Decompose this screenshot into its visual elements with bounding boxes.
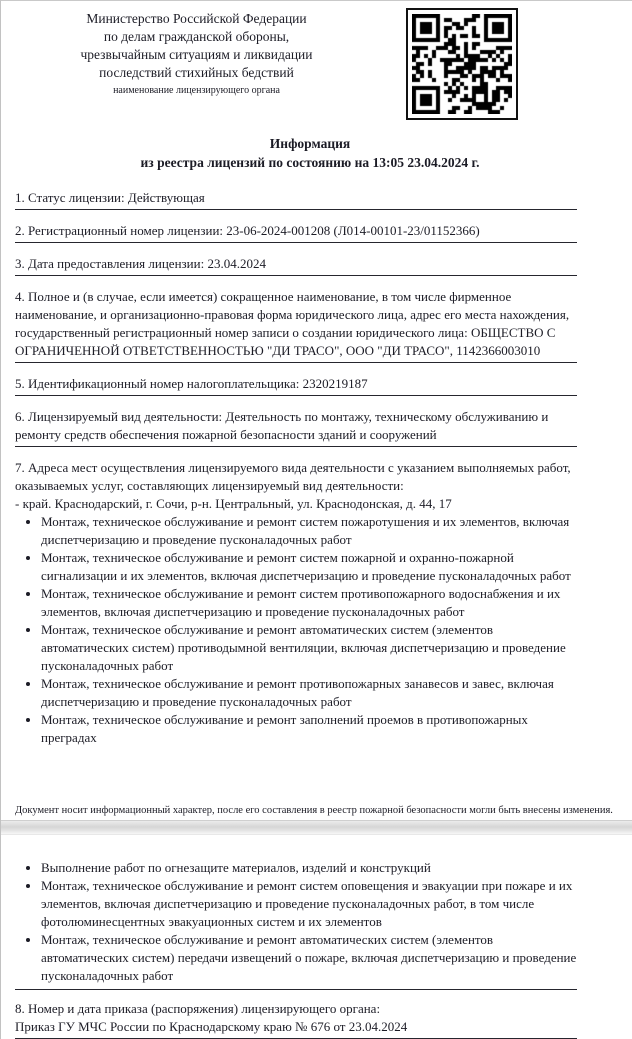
licensing-authority-block bbox=[29, 10, 364, 97]
order-value: Приказ ГУ МЧС России по Краснодарскому краю № 676 от 23.04.2024 bbox=[15, 1019, 408, 1034]
field-activity-addresses bbox=[15, 459, 577, 749]
addresses-intro: 7. Адреса мест осуществления лицензируемого вида деятельности с указанием выполняемых работ, оказываемых услуг, составляющих лицензируемый вид деятельности: bbox=[15, 460, 571, 493]
order-label: 8. Номер и дата приказа (распоряжения) лицензирующего органа: bbox=[15, 1001, 381, 1016]
works-list-continued-block bbox=[15, 859, 577, 990]
page1-content bbox=[15, 189, 577, 749]
works-list-continued bbox=[15, 859, 577, 985]
page2-content bbox=[15, 859, 577, 1039]
title-line-1: Информация bbox=[269, 136, 351, 151]
field-legal-name: 4. Полное и (в случае, если имеется) сокращенное наименование, в том числе фирменное наименование, и организационно-правовая форма юридического лица, адрес его места нахождения, государственный регистрационный номер записи о создании юридического лица: ОБЩЕСТВО С ОГРАНИЧЕННОЙ ОТВЕТСТВЕННОСТЬЮ "ДИ ТРАСО", ООО "ДИ ТРАСО", 1142366003010 bbox=[15, 288, 577, 363]
authority-name-line: последствий стихийных бедствий bbox=[99, 65, 294, 80]
work-list-item: • Монтаж, техническое обслуживание и ремонт заполнений проемов в противопожарных преградах bbox=[41, 711, 577, 747]
authority-name-line: по делам гражданской обороны, bbox=[103, 29, 290, 44]
work-list-item: • Монтаж, техническое обслуживание и ремонт автоматических систем (элементов автоматических систем) противодымной вентиляции, включая диспетчеризацию и проведение пусконаладочных работ bbox=[41, 621, 577, 675]
page-break-divider bbox=[1, 820, 632, 835]
work-list-item: • Выполнение работ по огнезащите материалов, изделий и конструкций bbox=[41, 859, 577, 877]
field-registration-number: 2. Регистрационный номер лицензии: 23-06-2024-001208 (Л014-00101-23/01152366) bbox=[15, 222, 577, 243]
authority-name-line: Министерство Российской Федерации bbox=[86, 11, 307, 26]
informational-footnote: Документ носит информационный характер, после его составления в реестр пожарной безопасности могли быть внесены изменения. bbox=[15, 805, 613, 816]
page-title bbox=[25, 134, 595, 172]
field-activity-type: 6. Лицензируемый вид деятельности: Деятельность по монтажу, техническому обслуживанию и ремонту средств обеспечения пожарной безопасности зданий и сооружений bbox=[15, 408, 577, 447]
qr-code-icon bbox=[406, 8, 518, 120]
authority-name-line: чрезвычайным ситуациям и ликвидации bbox=[80, 47, 313, 62]
field-taxpayer-number: 5. Идентификационный номер налогоплательщика: 2320219187 bbox=[15, 375, 577, 396]
field-license-status: 1. Статус лицензии: Действующая bbox=[15, 189, 577, 210]
authority-caption: наименование лицензирующего органа bbox=[113, 85, 280, 96]
address-line: - край. Краснодарский, г. Сочи, р-н. Центральный, ул. Краснодонская, д. 44, 17 bbox=[15, 496, 452, 511]
field-order-number bbox=[15, 1000, 577, 1039]
work-list-item: • Монтаж, техническое обслуживание и ремонт противопожарных занавесов и завес, включая диспетчеризацию и проведение пусконаладочных работ bbox=[41, 675, 577, 711]
works-list bbox=[15, 513, 577, 747]
work-list-item: • Монтаж, техническое обслуживание и ремонт систем пожаротушения и их элементов, включая диспетчеризацию и проведение пусконаладочных работ bbox=[41, 513, 577, 549]
work-list-item: • Монтаж, техническое обслуживание и ремонт автоматических систем (элементов автоматических систем) передачи извещений о пожаре, включая диспетчеризацию и проведение пусконаладочных работ bbox=[41, 931, 577, 985]
title-line-2: из реестра лицензий по состоянию на 13:05 23.04.2024 г. bbox=[140, 155, 480, 170]
work-list-item: • Монтаж, техническое обслуживание и ремонт систем пожарной и охранно-пожарной сигнализации и их элементов, включая диспетчеризацию и проведение пусконаладочных работ bbox=[41, 549, 577, 585]
work-list-item: • Монтаж, техническое обслуживание и ремонт систем оповещения и эвакуации при пожаре и их элементов, включая диспетчеризацию и проведение пусконаладочных работ, в том числе фотолюминесцентных эвакуационных систем и их элементов bbox=[41, 877, 577, 931]
work-list-item: • Монтаж, техническое обслуживание и ремонт систем противопожарного водоснабжения и их элементов, включая диспетчеризацию и проведение пусконаладочных работ bbox=[41, 585, 577, 621]
field-grant-date: 3. Дата предоставления лицензии: 23.04.2024 bbox=[15, 255, 577, 276]
